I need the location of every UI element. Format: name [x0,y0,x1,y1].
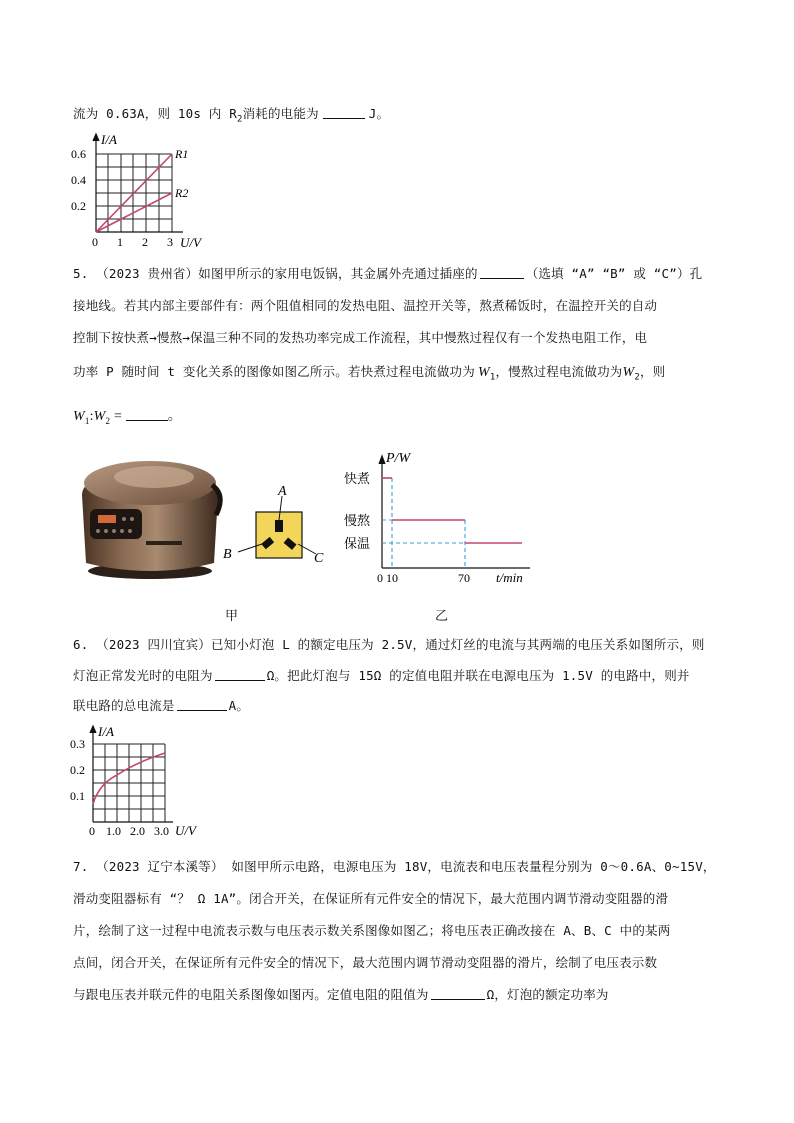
q7-line4: 点间，闭合开关，在保证所有元件安全的情况下，最大范围内调节滑动变阻器的滑片，绘制了电压表示数 [73,955,658,970]
ratio-colon: : [89,409,94,424]
caption-yi: 乙 [435,609,449,624]
w1-symbol: W [477,365,490,380]
q5-text: （选填 “A” “B” 或 “C”）孔 [525,266,703,281]
fig2-power-time-chart [330,448,540,588]
q5-line2: 接地线。若其内部主要部件有：两个阻值相同的发热电阻、温控开关等，熬煮稀饭时，在温控开关的自动 [73,298,658,313]
q4-text: 流为 0.63A，则 10s 内 R [73,106,237,121]
w1-symbol: W [73,409,85,424]
fig3-ytick: 0.2 [70,763,85,777]
w2-sub: 2 [105,415,111,426]
fig3-iv-curve-chart [65,722,215,840]
q6-text: 联电路的总电流是 [73,698,175,713]
equals-sign: = [113,409,123,424]
fig3-xtick: 3.0 [154,824,169,838]
q7-line1: 7. （2023 辽宁本溪等） 如图甲所示电路，电源电压为 18V，电流表和电压表量程分别为 0～0.6A、0~15V， [73,859,716,874]
q5-text: 5. （2023 贵州省）如图甲所示的家用电饭锅，其金属外壳通过插座的 [73,266,478,281]
q5-line1 [73,264,702,282]
answer-blank[interactable] [177,698,227,711]
q5-line3: 控制下按快煮→慢熬→保温三种不同的发热功率完成工作流程，其中慢熬过程仅有一个发热电阻工作，电 [73,330,648,345]
answer-blank[interactable] [323,106,365,119]
w1-sub: 1 [84,415,90,426]
fig2-dashed-guides [382,478,465,568]
fig1-ytick: 0.4 [71,173,86,187]
q4-unit: J。 [368,106,390,121]
answer-blank[interactable] [480,266,524,279]
fig2-ylevel-warm: 保温 [344,536,371,551]
q7-line5 [73,985,609,1003]
q7-line3: 片，绘制了这一过程中电流表示数与电压表示数关系图像如图乙；将电压表正确改接在 A、B、C 中的某两 [73,923,671,938]
fig1-iv-chart [65,128,215,253]
fig2-axes [379,456,530,568]
w1-sub: 1 [489,372,496,383]
q6-text: Ω。把此灯泡与 15Ω 的定值电阻并联在电源电压为 1.5V 的电路中，则并 [266,668,690,683]
q5-text: 。 [167,409,182,424]
fig2-xlabel: t/min [496,570,523,585]
line-r2 [96,193,172,232]
fig3-ytick: 0.3 [70,737,85,751]
fig1-xtick: 3 [167,235,173,249]
q5-text: ，则 [639,364,666,379]
q6-text: 灯泡正常发光时的电阻为 [73,668,213,683]
q7-text: Ω，灯泡的额定功率为 [486,987,609,1002]
rice-cooker-image [76,455,224,583]
q5-line5 [73,405,182,426]
q7-line2: 滑动变阻器标有 “？ Ω 1A”。闭合开关，在保证所有元件安全的情况下，最大范围内调节滑动变阻器的滑 [73,891,669,906]
fig3-axes [90,726,173,822]
fig2-ylevel-fast: 快煮 [344,471,371,486]
fig1-xlabel: U/V [180,235,201,250]
w2-symbol: W [622,365,635,380]
fig3-grid [93,744,165,822]
socket-diagram [218,480,328,570]
socket-label-b: B [223,547,232,562]
q5-line4 [73,362,665,383]
fig3-ylabel: I/A [98,724,114,739]
w2-symbol: W [93,409,106,424]
label-r2: R2 [175,186,189,200]
fig1-xtick: 2 [142,235,148,249]
fig3-xtick: 1.0 [106,824,121,838]
w2-sub: 2 [634,372,640,383]
q5-text: ，慢熬过程电流做功为 [495,364,623,379]
answer-blank[interactable] [126,408,168,421]
fig1-xtick: 1 [117,235,123,249]
answer-blank[interactable] [431,987,485,1000]
q6-line2 [73,666,690,684]
q4-sub: 2 [236,114,243,125]
label-r1: R1 [175,147,189,161]
q6-line3 [73,696,249,714]
q4-tail-line [73,104,389,125]
answer-blank[interactable] [215,668,265,681]
q7-text: 与跟电压表并联元件的电阻关系图像如图丙。定值电阻的阻值为 [73,987,429,1002]
fig2-power-curve [382,478,522,543]
fig1-ytick: 0.2 [71,199,86,213]
fig1-ytick: 0.6 [71,147,86,161]
fig2-xtick: 70 [458,571,470,585]
fig2-xtick: 10 [386,571,398,585]
fig1-axes [93,134,183,232]
q6-line1: 6. （2023 四川宜宾）已知小灯泡 L 的额定电压为 2.5V，通过灯丝的电流与其两端的电压关系如图所示，则 [73,637,705,652]
q6-text: A。 [228,698,250,713]
socket-label-a: A [278,484,287,499]
fig2-ylabel: P/W [386,451,411,466]
fig2-xtick: 0 [377,571,383,585]
socket-label-c: C [314,551,324,566]
fig1-xtick: 0 [92,235,98,249]
q5-text: 功率 P 随时间 t 变化关系的图像如图乙所示。若快煮过程电流做功为 [73,364,475,379]
fig3-xlabel: U/V [175,823,196,838]
fig3-ytick: 0.1 [70,789,85,803]
caption-jia: 甲 [225,609,239,624]
q4-text-after: 消耗的电能为 [242,106,319,121]
fig3-xtick: 0 [89,824,95,838]
fig2-ylevel-slow: 慢熬 [344,513,371,528]
fig3-xtick: 2.0 [130,824,145,838]
fig1-ylabel: I/A [101,132,117,147]
